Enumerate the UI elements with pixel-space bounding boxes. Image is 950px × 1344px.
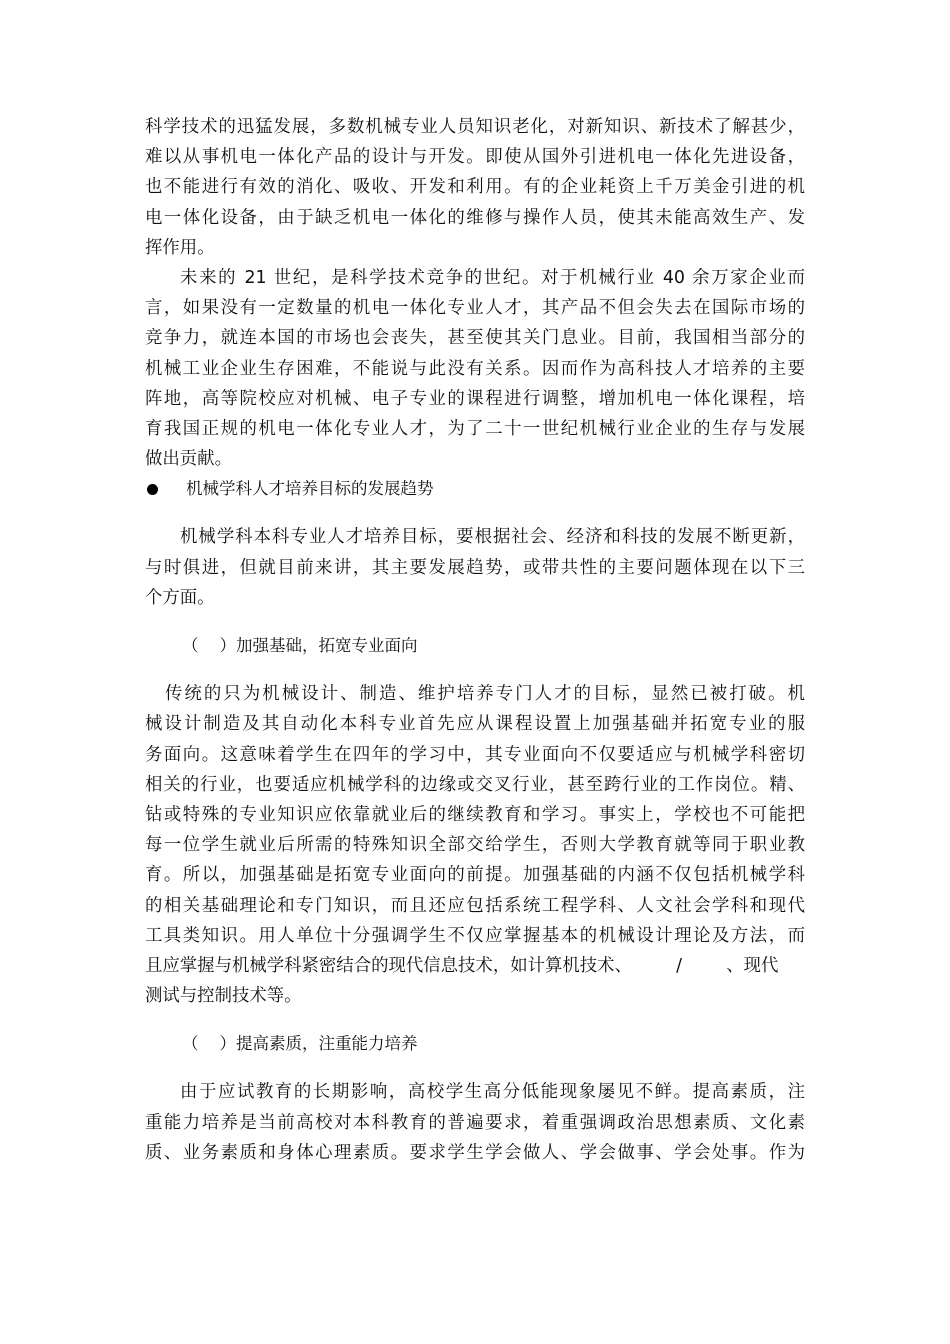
text-line: 务面向。这意味着学生在四年的学习中，其专业面向不仅要适应与机械学科密切 xyxy=(145,744,805,765)
text-line: 科学技术的迅猛发展，多数机械专业人员知识老化，对新知识、新技术了解甚少， xyxy=(145,117,805,137)
bullet-heading xyxy=(145,474,805,504)
text-line: 测试与控制技术等。 xyxy=(145,986,302,1007)
text-line: 工具类知识。用人单位十分强调学生不仅应掌握基本的机械设计理论及方法，而 xyxy=(145,925,805,946)
text-line: 质、业务素质和身体心理素质。要求学生学会做人、学会做事、学会处事。作为 xyxy=(145,1142,805,1163)
text-line: 做出贡献。 xyxy=(145,449,232,470)
paragraph-3 xyxy=(145,522,805,613)
text-line: 难以从事机电一体化产品的设计与开发。即使从国外引进机电一体化先进设备， xyxy=(145,147,805,168)
text-line: 竞争力，就连本国的市场也会丧失，甚至使其关门息业。目前，我国相当部分的 xyxy=(145,328,805,349)
text-line: 机械学科本科专业人才培养目标，要根据社会、经济和科技的发展不断更新， xyxy=(180,527,805,548)
text-line: 相关的行业，也要适应机械学科的边缘或交叉行业，甚至跨行业的工作岗位。精、 xyxy=(145,774,805,795)
paragraph-2 xyxy=(145,263,805,474)
text-line: 育我国正规的机电一体化专业人才，为了二十一世纪机械行业企业的生存与发展 xyxy=(145,418,805,439)
text-line: 也不能进行有效的消化、吸收、开发和利用。有的企业耗资上千万美金引进的机 xyxy=(145,177,805,198)
text-line: 重能力培养是当前高校对本科教育的普遍要求，着重强调政治思想素质、文化素 xyxy=(145,1112,805,1133)
text-line: 未来的 21 世纪，是科学技术竞争的世纪。对于机械行业 40 余万家企业而 xyxy=(180,267,805,288)
paragraph-5 xyxy=(145,1077,805,1168)
text-line: 且应掌握与机械学科紧密结合的现代信息技术，如计算机技术、 / 、现代 xyxy=(145,955,779,976)
section-heading-2: （ ）提高素质，注重能力培养 xyxy=(182,1034,418,1054)
section-heading-1: （ ）加强基础，拓宽专业面向 xyxy=(182,636,418,655)
document-page xyxy=(145,112,805,1168)
bullet-heading-text: 机械学科人才培养目标的发展趋势 xyxy=(186,479,434,499)
text-line: 电一体化设备，由于缺乏机电一体化的维修与操作人员，使其未能高效生产、发 xyxy=(145,207,805,228)
text-line: 阵地，高等院校应对机械、电子专业的课程进行调整，增加机电一体化课程，培 xyxy=(145,388,805,409)
text-line: 机械工业企业生存困难，不能说与此没有关系。因而作为高科技人才培养的主要 xyxy=(145,358,805,379)
text-line: 由于应试教育的长期影响，高校学生高分低能现象屡见不鲜。提高素质，注 xyxy=(180,1082,805,1103)
text-line: 械设计制造及其自动化本科专业首先应从课程设置上加强基础并拓宽专业的服 xyxy=(145,714,805,735)
text-line: 育。所以，加强基础是拓宽专业面向的前提。加强基础的内涵不仅包括机械学科 xyxy=(145,865,805,886)
text-line: 与时俱进，但就目前来讲，其主要发展趋势，或带共性的主要问题体现在以下三 xyxy=(145,557,805,578)
text-line: 钻或特殊的专业知识应依靠就业后的继续教育和学习。事实上，学校也不可能把 xyxy=(145,804,805,825)
text-line: 的相关基础理论和专门知识，而且还应包括系统工程学科、人文社会学科和现代 xyxy=(145,895,805,916)
paragraph-4 xyxy=(145,679,805,1011)
bullet-dot-icon xyxy=(147,484,158,495)
paragraph-1 xyxy=(145,112,805,263)
text-line: 每一位学生就业后所需的特殊知识全部交给学生，否则大学教育就等同于职业教 xyxy=(145,835,805,856)
text-line: 挥作用。 xyxy=(145,237,215,258)
text-line: 传统的只为机械设计、制造、维护培养专门人才的目标，显然已被打破。机 xyxy=(165,684,805,705)
text-line: 个方面。 xyxy=(145,587,215,608)
text-line: 言，如果没有一定数量的机电一体化专业人才，其产品不但会失去在国际市场的 xyxy=(145,298,805,319)
